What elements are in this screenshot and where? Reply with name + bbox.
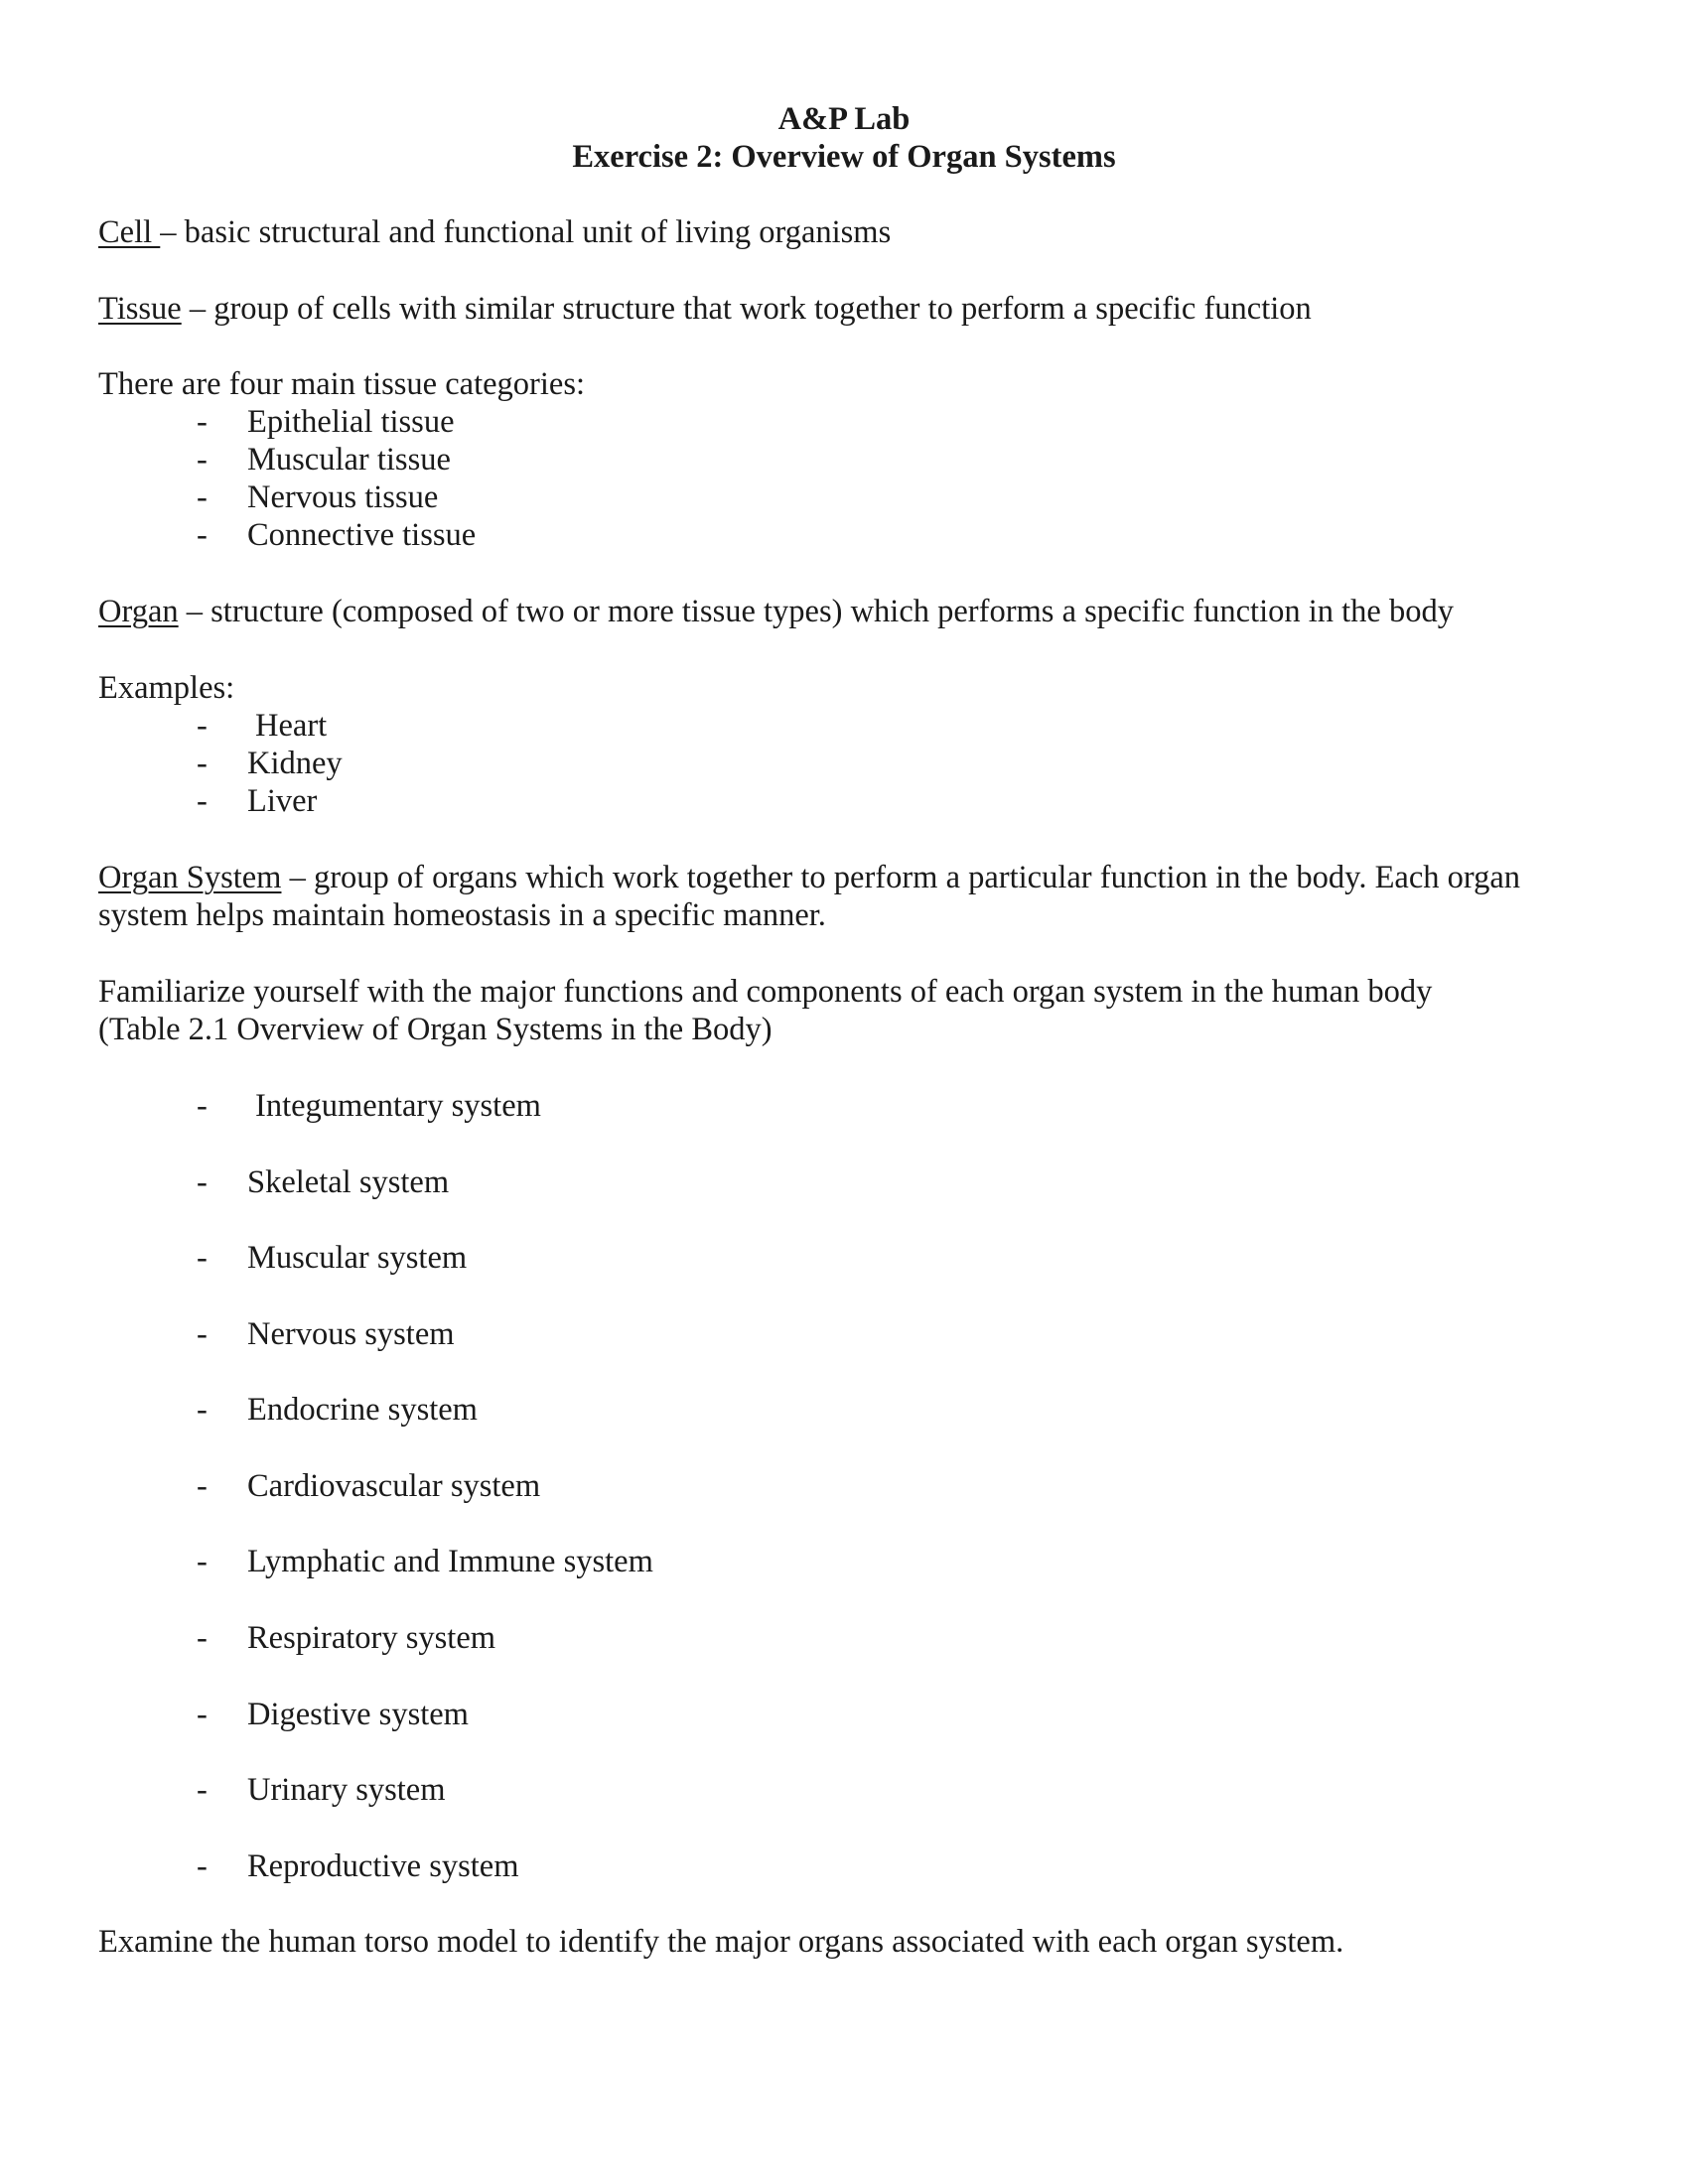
familiarize-line1: Familiarize yourself with the major functions and components of each organ system in the human body	[98, 974, 1433, 1010]
cell-text: – basic structural and functional unit of living organisms	[160, 214, 892, 250]
system-item-endocrine: Endocrine system	[247, 1392, 478, 1428]
tissue-item-epithelial: Epithelial tissue	[247, 404, 455, 440]
list-bullet: -	[197, 1772, 208, 1808]
list-bullet: -	[197, 1088, 208, 1124]
course-title: A&P Lab	[777, 101, 911, 137]
example-item-heart: Heart	[255, 708, 328, 744]
tissue-term: Tissue	[98, 291, 182, 327]
list-bullet: -	[197, 1240, 208, 1276]
list-bullet: -	[197, 442, 208, 478]
organ-system-text-line2: system helps maintain homeostasis in a specific manner.	[98, 897, 826, 933]
familiarize-line2: (Table 2.1 Overview of Organ Systems in the Body)	[98, 1012, 773, 1047]
list-bullet: -	[197, 1620, 208, 1656]
organ-text: – structure (composed of two or more tissue types) which performs a specific function in the body	[178, 594, 1454, 629]
list-bullet: -	[197, 708, 208, 744]
list-bullet: -	[197, 746, 208, 781]
list-bullet: -	[197, 1697, 208, 1732]
list-bullet: -	[197, 1848, 208, 1884]
list-bullet: -	[197, 1392, 208, 1428]
list-bullet: -	[197, 1316, 208, 1352]
organ-definition	[98, 593, 1598, 630]
tissue-categories-intro: There are four main tissue categories:	[98, 366, 585, 402]
system-item-nervous: Nervous system	[247, 1316, 455, 1352]
organ-system-term: Organ System	[98, 860, 282, 895]
system-item-urinary: Urinary system	[247, 1772, 446, 1808]
tissue-item-connective: Connective tissue	[247, 517, 477, 553]
list-bullet: -	[197, 479, 208, 515]
list-bullet: -	[197, 783, 208, 819]
system-item-reproductive: Reproductive system	[247, 1848, 519, 1884]
system-item-digestive: Digestive system	[247, 1697, 469, 1732]
examples-intro: Examples:	[98, 670, 235, 706]
closing-instruction: Examine the human torso model to identify the major organs associated with each organ system.	[98, 1924, 1344, 1960]
list-bullet: -	[197, 1468, 208, 1504]
list-bullet: -	[197, 1544, 208, 1579]
organ-system-text-line1: – group of organs which work together to perform a particular function in the body. Each organ	[281, 860, 1521, 895]
tissue-item-muscular: Muscular tissue	[247, 442, 451, 478]
organ-system-definition	[98, 859, 1598, 896]
example-item-liver: Liver	[247, 783, 318, 819]
list-bullet: -	[197, 404, 208, 440]
example-item-kidney: Kidney	[247, 746, 343, 781]
tissue-definition	[98, 290, 1598, 328]
system-item-muscular: Muscular system	[247, 1240, 468, 1276]
system-item-integumentary: Integumentary system	[255, 1088, 541, 1124]
system-item-respiratory: Respiratory system	[247, 1620, 496, 1656]
cell-term: Cell	[98, 214, 161, 250]
system-item-cardiovascular: Cardiovascular system	[247, 1468, 541, 1504]
tissue-text: – group of cells with similar structure that work together to perform a specific function	[181, 291, 1312, 327]
cell-definition	[98, 213, 1598, 251]
system-item-skeletal: Skeletal system	[247, 1164, 450, 1200]
exercise-title: Exercise 2: Overview of Organ Systems	[572, 139, 1116, 175]
system-item-lymphatic-immune: Lymphatic and Immune system	[247, 1544, 653, 1579]
list-bullet: -	[197, 1164, 208, 1200]
list-bullet: -	[197, 517, 208, 553]
organ-term: Organ	[98, 594, 179, 629]
tissue-item-nervous: Nervous tissue	[247, 479, 439, 515]
